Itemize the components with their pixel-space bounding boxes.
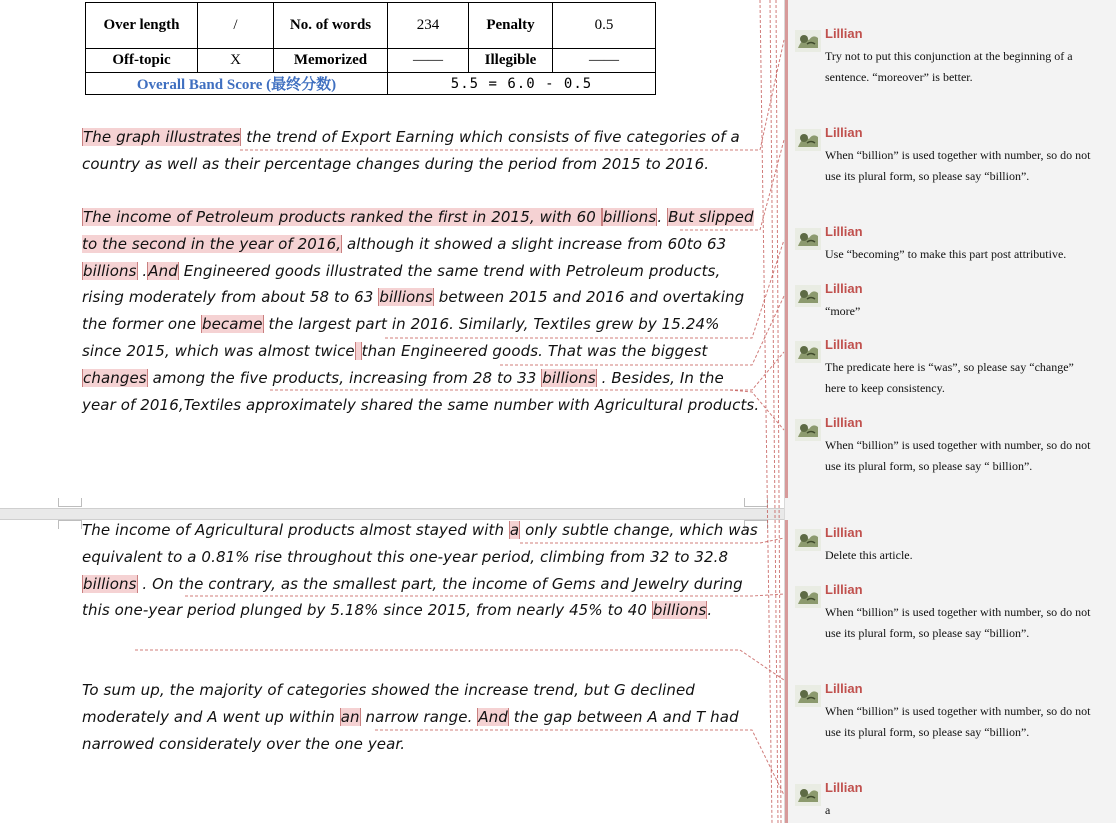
user-avatar-icon	[795, 129, 821, 151]
words-value: 234	[388, 3, 469, 49]
crop-mark	[58, 520, 82, 529]
comment-text: Delete this article.	[825, 548, 913, 562]
overall-score-label: Overall Band Score (最终分数)	[86, 73, 388, 95]
highlight-became[interactable]: became	[201, 315, 263, 334]
highlight-an[interactable]: an	[340, 707, 360, 726]
essay-paragraph-1[interactable]	[82, 124, 762, 178]
penalty-label: Penalty	[469, 3, 553, 49]
text-span: .	[657, 208, 668, 226]
essay-paragraph-2[interactable]	[82, 204, 762, 418]
comments-pane[interactable]	[784, 0, 1116, 823]
highlight-article-a[interactable]: a	[509, 521, 520, 539]
highlight-changes[interactable]: changes	[83, 368, 147, 387]
memorized-label: Memorized	[274, 49, 388, 73]
highlight-billions[interactable]: billions	[83, 261, 137, 280]
comment-pane-marker	[785, 0, 788, 498]
illegible-value: ——	[553, 49, 656, 73]
user-avatar-icon	[795, 419, 821, 441]
comment-text: When “billion” is used together with number, so do not use its plural form, so please say “billion”.	[825, 148, 1091, 183]
highlight-income-petroleum[interactable]: The income of Petroleum products ranked the first in 2015, with 60	[83, 208, 601, 226]
comment-author: Lillian	[825, 582, 863, 597]
essay-paragraph-4[interactable]	[82, 677, 762, 757]
crop-mark	[744, 498, 768, 507]
highlight-billions[interactable]: billions	[652, 601, 707, 620]
comment-text: “more”	[825, 304, 861, 318]
comment-author: Lillian	[825, 337, 863, 352]
text-span: among the five products, increasing from 28 to 33	[147, 368, 542, 387]
highlight-and[interactable]: And	[148, 261, 178, 280]
comment-text: Try not to put this conjunction at the beginning of a sentence. “moreover” is better.	[825, 49, 1073, 84]
words-label: No. of words	[274, 3, 388, 49]
user-avatar-icon	[795, 685, 821, 707]
text-span: the trend of Export Earning which consists of five categories of a country as well as their percentage changes during the period from 2015 to 2016.	[82, 128, 740, 173]
comment-text: When “billion” is used together with number, so do not use its plural form, so please say “ billion”.	[825, 438, 1091, 473]
text-span: although it showed a slight increase from 60to 63	[342, 234, 727, 253]
comment-author: Lillian	[825, 525, 863, 540]
text-span: between 2015 and 2016 and overtaking the former one	[82, 288, 745, 334]
over-length-value: /	[198, 3, 274, 49]
highlight-billions[interactable]: billions	[83, 574, 137, 593]
comment-text: When “billion” is used together with number, so do not use its plural form, so please say “billion”.	[825, 704, 1091, 739]
comment-author: Lillian	[825, 780, 863, 795]
user-avatar-icon	[795, 586, 821, 608]
text-span: narrow range.	[360, 707, 478, 726]
highlight-but-slipped[interactable]: But slipped to the second in the year of 2016,	[82, 208, 754, 253]
essay-paragraph-3[interactable]	[82, 517, 762, 624]
text-span: only subtle change, which was equivalent to a 0.81% rise throughout this one-year period, climbing from 32 to 32.8	[82, 521, 758, 566]
text-span: To sum up, the majority of categories showed the increase trend, but G declined moderately and A went up within	[82, 681, 695, 726]
comment-pane-marker	[785, 520, 788, 823]
text-span: .	[137, 261, 148, 280]
highlight-insertion[interactable]	[355, 342, 362, 360]
user-avatar-icon	[795, 228, 821, 250]
comment-author: Lillian	[825, 224, 863, 239]
comment-text: Use “becoming” to make this part post attributive.	[825, 247, 1067, 261]
comment-text: The predicate here is “was”, so please say “change” here to keep consistency.	[825, 360, 1074, 395]
off-topic-value: X	[198, 49, 274, 73]
score-table	[85, 2, 656, 95]
text-span: . Besides, In the year of 2016,Textiles approximately shared the same number with Agricultural products.	[82, 368, 760, 414]
user-avatar-icon	[795, 341, 821, 363]
user-avatar-icon	[795, 30, 821, 52]
text-span: Engineered goods illustrated the same trend with Petroleum products, rising moderately from about 58 to 63	[82, 261, 721, 307]
text-span: The income of Agricultural products almost stayed with	[82, 521, 509, 539]
highlight-and[interactable]: And	[478, 707, 508, 726]
illegible-label: Illegible	[469, 49, 553, 73]
crop-mark	[58, 498, 82, 507]
comment-author: Lillian	[825, 415, 863, 430]
highlight-graph-illustrates[interactable]: The graph illustrates	[83, 128, 241, 146]
off-topic-label: Off-topic	[86, 49, 198, 73]
comment-author: Lillian	[825, 681, 863, 696]
comment-author: Lillian	[825, 281, 863, 296]
user-avatar-icon	[795, 285, 821, 307]
user-avatar-icon	[795, 784, 821, 806]
text-span: the gap between A and T had narrowed considerately over the one year.	[82, 707, 739, 753]
comment-author: Lillian	[825, 26, 863, 41]
penalty-value: 0.5	[553, 3, 656, 49]
user-avatar-icon	[795, 529, 821, 551]
memorized-value: ——	[388, 49, 469, 73]
highlight-billions[interactable]: billions	[602, 208, 657, 226]
text-span: .	[707, 601, 713, 620]
comment-text: a	[825, 803, 831, 817]
overall-score-value: 5.5 = 6.0 - 0.5	[388, 73, 656, 95]
comment-author: Lillian	[825, 125, 863, 140]
text-span: . On the contrary, as the smallest part, the income of Gems and Jewelry during this one-year period plunged by 5.18% since 2015, from nearly 45% to 40	[82, 574, 743, 620]
text-span: than Engineered goods. That was the biggest	[361, 341, 708, 360]
highlight-billions[interactable]: billions	[542, 368, 596, 387]
comment-text: When “billion” is used together with number, so do not use its plural form, so please say “billion”.	[825, 605, 1091, 640]
text-span: the largest part in 2016. Similarly, Textiles grew by 15.24% since 2015, which was almost twice	[82, 315, 720, 360]
over-length-label: Over length	[86, 3, 198, 49]
highlight-billions[interactable]: billions	[379, 288, 433, 307]
